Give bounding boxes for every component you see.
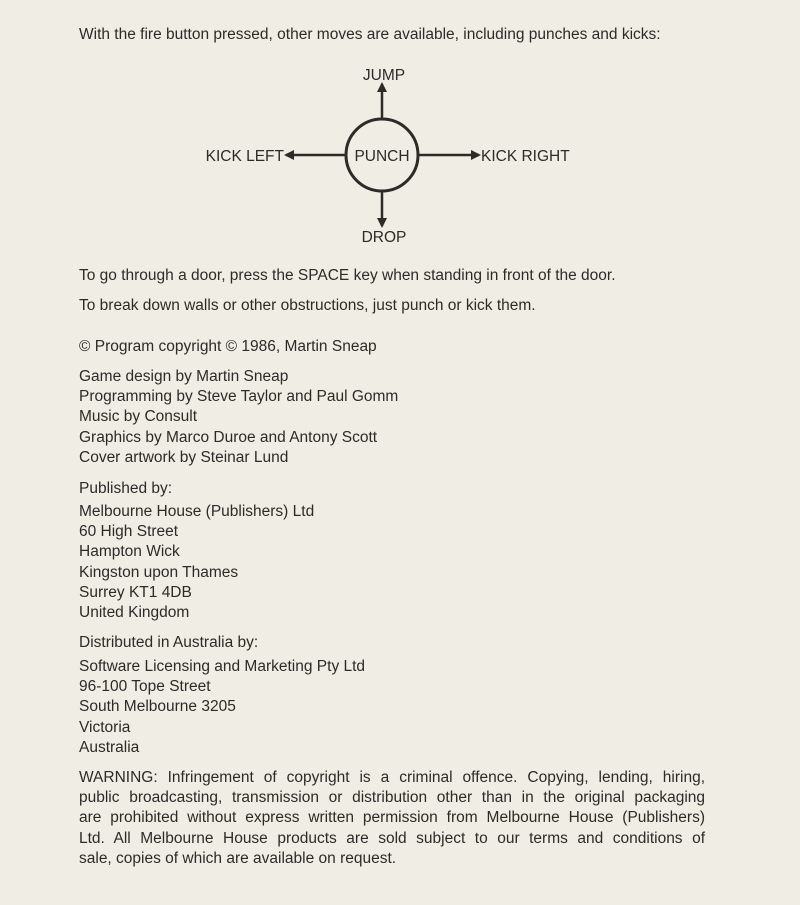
publisher-heading: Published by: [79,480,173,497]
kick-left-label: KICK LEFT [205,148,284,165]
moves-diagram [180,60,600,250]
address-line: 60 High Street [79,523,179,541]
warning-line: sale, copies of which are available on request. [79,849,397,867]
warning-line: WARNING: Infringement of copyright is a criminal offence. Copying, lending, hiring, [79,769,705,786]
credit-line: Music by Consult [79,408,198,426]
punch-label: PUNCH [354,148,410,165]
walls-instruction: To break down walls or other obstructions, just punch or kick them. [79,297,536,314]
address-line: South Melbourne 3205 [79,698,236,716]
warning-line: Ltd. All Melbourne House products are sold subject to our terms and conditions of [79,829,705,847]
publisher-address [79,502,314,623]
address-line: United Kingdom [79,604,190,622]
intro-text: With the fire button pressed, other moves are available, including punches and kicks: [79,26,661,43]
credit-line: Programming by Steve Taylor and Paul Gomm [79,388,399,406]
distributor-heading: Distributed in Australia by: [79,634,259,651]
address-line: Victoria [79,718,131,736]
drop-label: DROP [361,229,407,246]
kick-right-label: KICK RIGHT [481,148,570,165]
address-line: Australia [79,738,140,756]
address-line: Software Licensing and Marketing Pty Ltd [79,658,366,675]
door-instruction: To go through a door, press the SPACE key when standing in front of the door. [79,267,616,284]
jump-label: JUMP [362,67,406,84]
distributor-address [79,657,365,758]
credit-line: Graphics by Marco Duroe and Antony Scott [79,428,378,446]
warning-line: are prohibited without express written permission from Melbourne House (Publishers) [79,809,705,827]
credit-line: Cover artwork by Steinar Lund [79,448,289,466]
credit-line: Game design by Martin Sneap [79,368,289,385]
copyright-warning [79,768,705,869]
address-line: Surrey KT1 4DB [79,583,192,601]
warning-line: public broadcasting, transmission or distribution other than in the original packaging [79,789,705,807]
address-line: Hampton Wick [79,543,180,561]
address-line: Melbourne House (Publishers) Ltd [79,503,315,520]
address-line: 96-100 Tope Street [79,678,211,696]
address-line: Kingston upon Thames [79,563,239,581]
copyright-line: © Program copyright © 1986, Martin Sneap [79,338,377,355]
credits-list [79,367,398,468]
